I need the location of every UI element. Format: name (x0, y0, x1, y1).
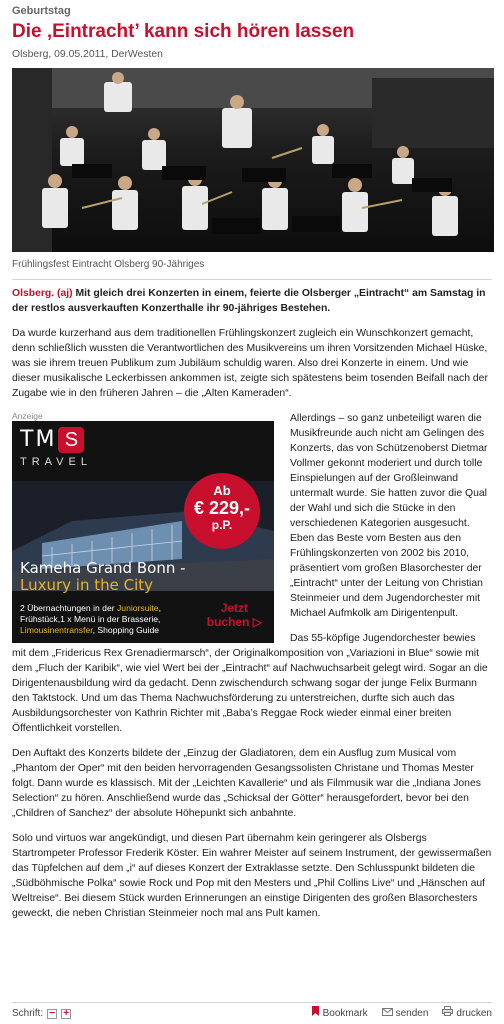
ad-label: Anzeige (12, 411, 43, 421)
font-size-label: Schrift: (12, 1008, 44, 1019)
send-label: senden (395, 1008, 429, 1019)
ad-text-4: , Shopping Guide (92, 625, 160, 635)
send-link[interactable] (382, 1006, 429, 1021)
lead-text: Mit gleich drei Konzerten in einem, feierte die Olsberger „Eintracht“ am Samstag in der restlos ausverkauften Konzerthalle ihr 90-jähriges Bestehen. (12, 288, 486, 314)
article-headline: Die ‚Eintracht’ kann sich hören lassen (12, 21, 355, 42)
ad-headline: Kameha Grand Bonn - (20, 559, 186, 577)
print-label: drucken (456, 1008, 492, 1019)
cta-line-1: Jetzt (220, 601, 249, 615)
ad-text-1: 2 Übernachtungen in der (20, 603, 117, 613)
article-paragraph-5: Solo und virtuos war angekündigt, und diesen Part übernahm kein geringerer als Olsbergs Startrompeter Professor Frederik Köster. Ein wahrer Meister auf seinem Instrument, der gewissermaßen das Tüpfelchen auf dem „i“ auf dieses Konzert der Extraklasse setzte. Den Schlusspunkt bildeten die „Südböhmische Polka“ sowie Rock und Pop mit den Mesters und „Phil Collins Live“ und „Hänschen auf Weltreise“. Bei diesem Stück wurden Erinnerungen an einstige Dirigenten des großen Blasorchesters geweckt, die neben Christian Steinmeier noch mal ans Pult kamen. (12, 833, 492, 919)
divider (12, 279, 492, 280)
ad-text-highlight-2: Limousinentransfer (20, 625, 93, 635)
print-link[interactable] (442, 1006, 492, 1021)
article-toolbar (12, 1002, 492, 1024)
tms-logo (20, 427, 84, 453)
ad-text-highlight-1: Juniorsuite (117, 603, 159, 613)
article-paragraph-2: Allerdings – so ganz unbeteiligt waren die Musikfreunde auch nicht am Gelingen des Konzerts, das von Schützenoberst Dietmar Vollmer gekonnt moderiert und durch tolle Einspielungen auf der Großleinwand untermalt wurde. Sie hatten zuvor die Qual der Wahl und sich die Stücke in den verschiedenen Kategorien ausgesucht. Eben das Beste vom Besten aus den Frühlingskonzerten von 2002 bis 2010, präsentiert vom großen Blasorchester der „Eintracht“ unter der Leitung von Christian Steinmeier und dem Jugendorchester mit Michael Aufmkolk am Dirigentenpult. (290, 413, 488, 619)
price-amount: € 229,- (193, 498, 251, 518)
font-size-control (12, 1006, 71, 1021)
article-lead (12, 286, 492, 316)
article-actions (297, 1006, 492, 1021)
advertisement[interactable] (12, 411, 282, 643)
tms-logo-s-badge: S (58, 427, 84, 453)
price-prefix: Ab (213, 483, 231, 498)
printer-icon (442, 1006, 453, 1021)
bookmark-icon (311, 1006, 320, 1021)
article-paragraph-4: Den Auftakt des Konzerts bildete der „Einzug der Gladiatoren, dem ein Ausflug zum Musical vom „Phantom der Oper“ mit den beiden hervorragenden Gesangssolisten Christane und Thomas Mester folgt. Dann wurde es klassisch. Mit der „Leichten Kavallerie“ und als Filmmusik war die „Indiana Jones Selection“ zu hören. Anschließend wurde das „Schicksal der Götter“ herausgefordert, bevor bei den „Children of Sanchez“ der absolute Höhepunkt sich anbahnte. (12, 748, 481, 819)
article-paragraph-1: Da wurde kurzerhand aus dem traditionellen Frühlingskonzert zugleich ein Wunschkonzert gemacht, denn schließlich wussten die Verantwortlichen des Musikvereins um ihren Vorsitzenden Michael Hüske, was sie ihrem treuen Publikum zum Jubiläum schuldig waren. Also drei Konzerte in einem. Und wie dieser musikalische Leckerbissen ankommen ist, zeigte sich spätestens beim tosenden Beifall nach der Zugabe wie in den früheren Jahren – die „Alten Kameraden“. (12, 328, 488, 399)
ad-wrap (12, 411, 492, 736)
article-photo[interactable] (12, 68, 494, 252)
orchestra-photo-illustration (12, 68, 494, 252)
bookmark-link[interactable] (311, 1006, 368, 1021)
article-paragraph-3: Das 55-köpfige Jugendorchester bewies mit dem „Fridericus Rex Grenadiermarsch“, der Originalkomposition von „Variazioni in Blue“ sowie mit dem „Fluch der Karibik“, wie viel Wert bei der „Eintracht“ auf Nachwuchsarbeit gelegt wird. Sogar an die Dirigentenausbildung wird da gedacht. Denn zwischendurch schwang sogar der junge Felix Burmann den Taktstock. Und um das Thema Nachwuchsförderung zu unterstreichen, durfte sich auch das Ausbildungsorchester von Kathrin Richter mit „Baba’s Reggae Rock wieder einmal einer breiten Öffentlichkeit vorstellen. (12, 633, 488, 734)
tms-travel-text: TRAVEL (20, 456, 92, 468)
price-badge (184, 473, 260, 549)
bookmark-label: Bookmark (322, 1008, 368, 1019)
book-now-button[interactable] (207, 601, 262, 629)
tms-logo-text: TM (20, 427, 57, 452)
ad-description (20, 603, 208, 636)
photo-caption: Frühlingsfest Eintracht Olsberg 90-Jähriges (12, 259, 205, 270)
ad-subline: Luxury in the City (20, 576, 154, 594)
article-kicker: Geburtstag (12, 5, 71, 17)
lead-location: Olsberg. (aj) (12, 288, 73, 299)
envelope-icon (382, 1006, 393, 1021)
cta-line-2: buchen ▷ (206, 615, 262, 629)
ad-banner[interactable] (12, 421, 274, 643)
font-increase-button[interactable]: + (61, 1009, 71, 1019)
font-decrease-button[interactable]: − (47, 1009, 57, 1019)
ad-text-2: , (158, 603, 161, 613)
price-suffix: p.P. (211, 518, 233, 532)
ad-text-3: Frühstück,1 x Menü in der Brasserie, (20, 614, 161, 624)
article-dateline: Olsberg, 09.05.2011, DerWesten (12, 49, 163, 60)
